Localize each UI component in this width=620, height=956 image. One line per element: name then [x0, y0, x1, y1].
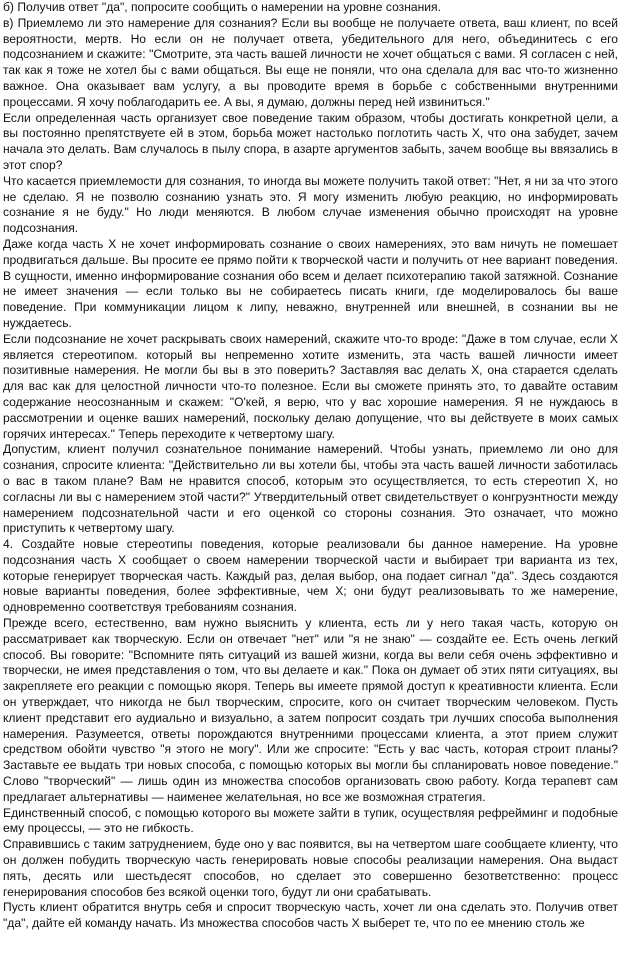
paragraph-8: 4. Создайте новые стереотипы поведения, которые реализовали бы данное намерение. На уровне подсознания часть X сообщает о своем намерении творческой части и выбирает три варианта из тех, которые генерирует творческая часть. Каждый раз, делая выбор, она подает сигнал "да". Здесь создаются новые варианты поведения, более эффективные, чем X; они будут реализовывать то же намерение, одновременно соответствуя требованиям сознания.: [3, 537, 618, 615]
paragraph-11: Справившись с таким затруднением, буде оно у вас появится, вы на четвертом шаге сообщаете клиенту, что он должен побудить творческую часть генерировать новые способы реализации намерения. Она выдаст пять, десять или шестьдесят способов, но сделает это совершенно безответственно: процесс генерирования способов без всякой оценки того, будут ли они срабатывать.: [3, 837, 618, 899]
paragraph-10: Единственный способ, с помощью которого вы можете зайти в тупик, осуществляя рефрейминг и подобные ему процессы, — это не гибкость.: [3, 805, 618, 836]
paragraph-1: б) Получив ответ "да", попросите сообщить о намерении на уровне сознания.: [3, 0, 441, 14]
paragraph-7: Допустим, клиент получил сознательное понимание намерений. Чтобы узнать, приемлемо ли оно для сознания, спросите клиента: "Действительно ли вы хотели бы, чтобы эта часть вашей личности заботилась о вас в таком плане? Вам не нравится способ, которым это осуществляется, то есть стереотип X, но согласны ли вы с намерением этой части?" Утвердительный ответ свидетельствует о конгруэнтности между намерением подсознательной части и его оценкой со стороны сознания. Это означает, что можно приступить к четвертому шагу.: [3, 442, 618, 536]
paragraph-3: Если определенная часть организует свое поведение таким образом, чтобы достигать конкретной цели, а вы постоянно препятствуете ей в этом, борьба может настолько поглотить часть X, что она забудет, зачем начала это делать. Вам случалось в пылу спора, в азарте аргументов забыть, зачем вообще вы ввязались в этот спор?: [3, 110, 618, 172]
paragraph-4: Что касается приемлемости для сознания, то иногда вы можете получить такой ответ: "Нет, я ни за что этого не сделаю. Я не позволю сознанию узнать это. Я могу изменить любую реакцию, но информировать сознание я не буду." Но люди меняются. В любом случае изменения обычно происходят на уровне подсознания.: [3, 173, 618, 236]
paragraph-6: Если подсознание не хочет раскрывать своих намерений, скажите что-то вроде: "Даже в том случае, если X является стереотипом. который вы непременно хотите изменить, эта часть вашей личности имеет позитивные намерения. Не могли бы вы в это поверить? Заставляя вас делать X, она старается сделать для вас как для целостной личности что-то полезное. Если вы сможете принять это, то давайте оставим содержание неосознанным и скажем: "О'кей, я верю, что у вас хорошие намерения. Я не нуждаюсь в рассмотрении и оценке ваших намерений, поскольку делаю допущение, что вы действуете в моих самых горячих интересах." Теперь переходите к четвертому шагу.: [3, 331, 618, 441]
paragraph-2: в) Приемлемо ли это намерение для сознания? Если вы вообще не получаете ответа, ваш клиент, по всей вероятности, мертв. Но если он не получает ответа, убедительного для него, объединитесь с его подсознанием и скажите: "Смотрите, эта часть вашей личности не хочет общаться с вами. Я согласен с ней, так как я тоже не хотел бы с вами общаться. Вы еще не поняли, что она сделала для вас что-то жизненно важное. Она оказывает вам услугу, а вы проводите время в борьбе с собственными внутренними процессами. Я хочу поблагодарить ее. А вы, я думаю, должны перед ней извиниться.": [3, 15, 618, 109]
paragraph-9: Прежде всего, естественно, вам нужно выяснить у клиента, есть ли у него такая часть, которую он рассматривает как творческую. Если он отвечает "нет" или "я не знаю" — создайте ее. Есть очень легкий способ. Вы говорите: "Вспомните пять ситуаций из вашей жизни, когда вы вели себя очень эффективно и творчески, не имея представления о том, что вы делаете и как." Пока он думает об этих пяти ситуациях, вы закрепляете его реакции с помощью якоря. Теперь вы имеете прямой доступ к креативности клиента. Если он утверждает, что никогда не был творческим, спросите, кого он считает творческим человеком. Пусть клиент представит его аудиально и визуально, а затем попросит создать три лучших способа выполнения намерения. Разумеется, ответы порождаются внутренними процессами клиента, а этот прием служит средством обойти чувство "я этого не могу". Или же спросите: "Есть у вас часть, которая строит планы? Заставьте ее выдать три новых способа, с помощью которых вы могли бы спланировать новое поведение." Слово "творческий" — лишь один из множества способов организовать свою работу. Когда терапевт сам предлагает альтернативы — наименее желательная, но все же возможная стратегия.: [3, 616, 618, 804]
paragraph-5: Даже когда часть X не хочет информировать сознание о своих намерениях, это вам ничуть не помешает продвигаться дальше. Вы просите ее прямо пойти к творческой части и получить от нее вариант поведения. В сущности, именно информирование сознания обо всем и делает психотерапию такой затяжной. Сознание не имеет значения — если только вы не собираетесь писать книги, где моделировалось бы ваше поведение. При коммуникации лицом к липу, неважно, внутренней или внешней, в сознании вы не нуждаетесь.: [3, 236, 618, 330]
paragraph-12: Пусть клиент обратится внутрь себя и спросит творческую часть, хочет ли она сделать это. Получив ответ "да", дайте ей команду начать. Из множества способов часть X выберет те, что по ее мнению столь же: [3, 900, 618, 931]
